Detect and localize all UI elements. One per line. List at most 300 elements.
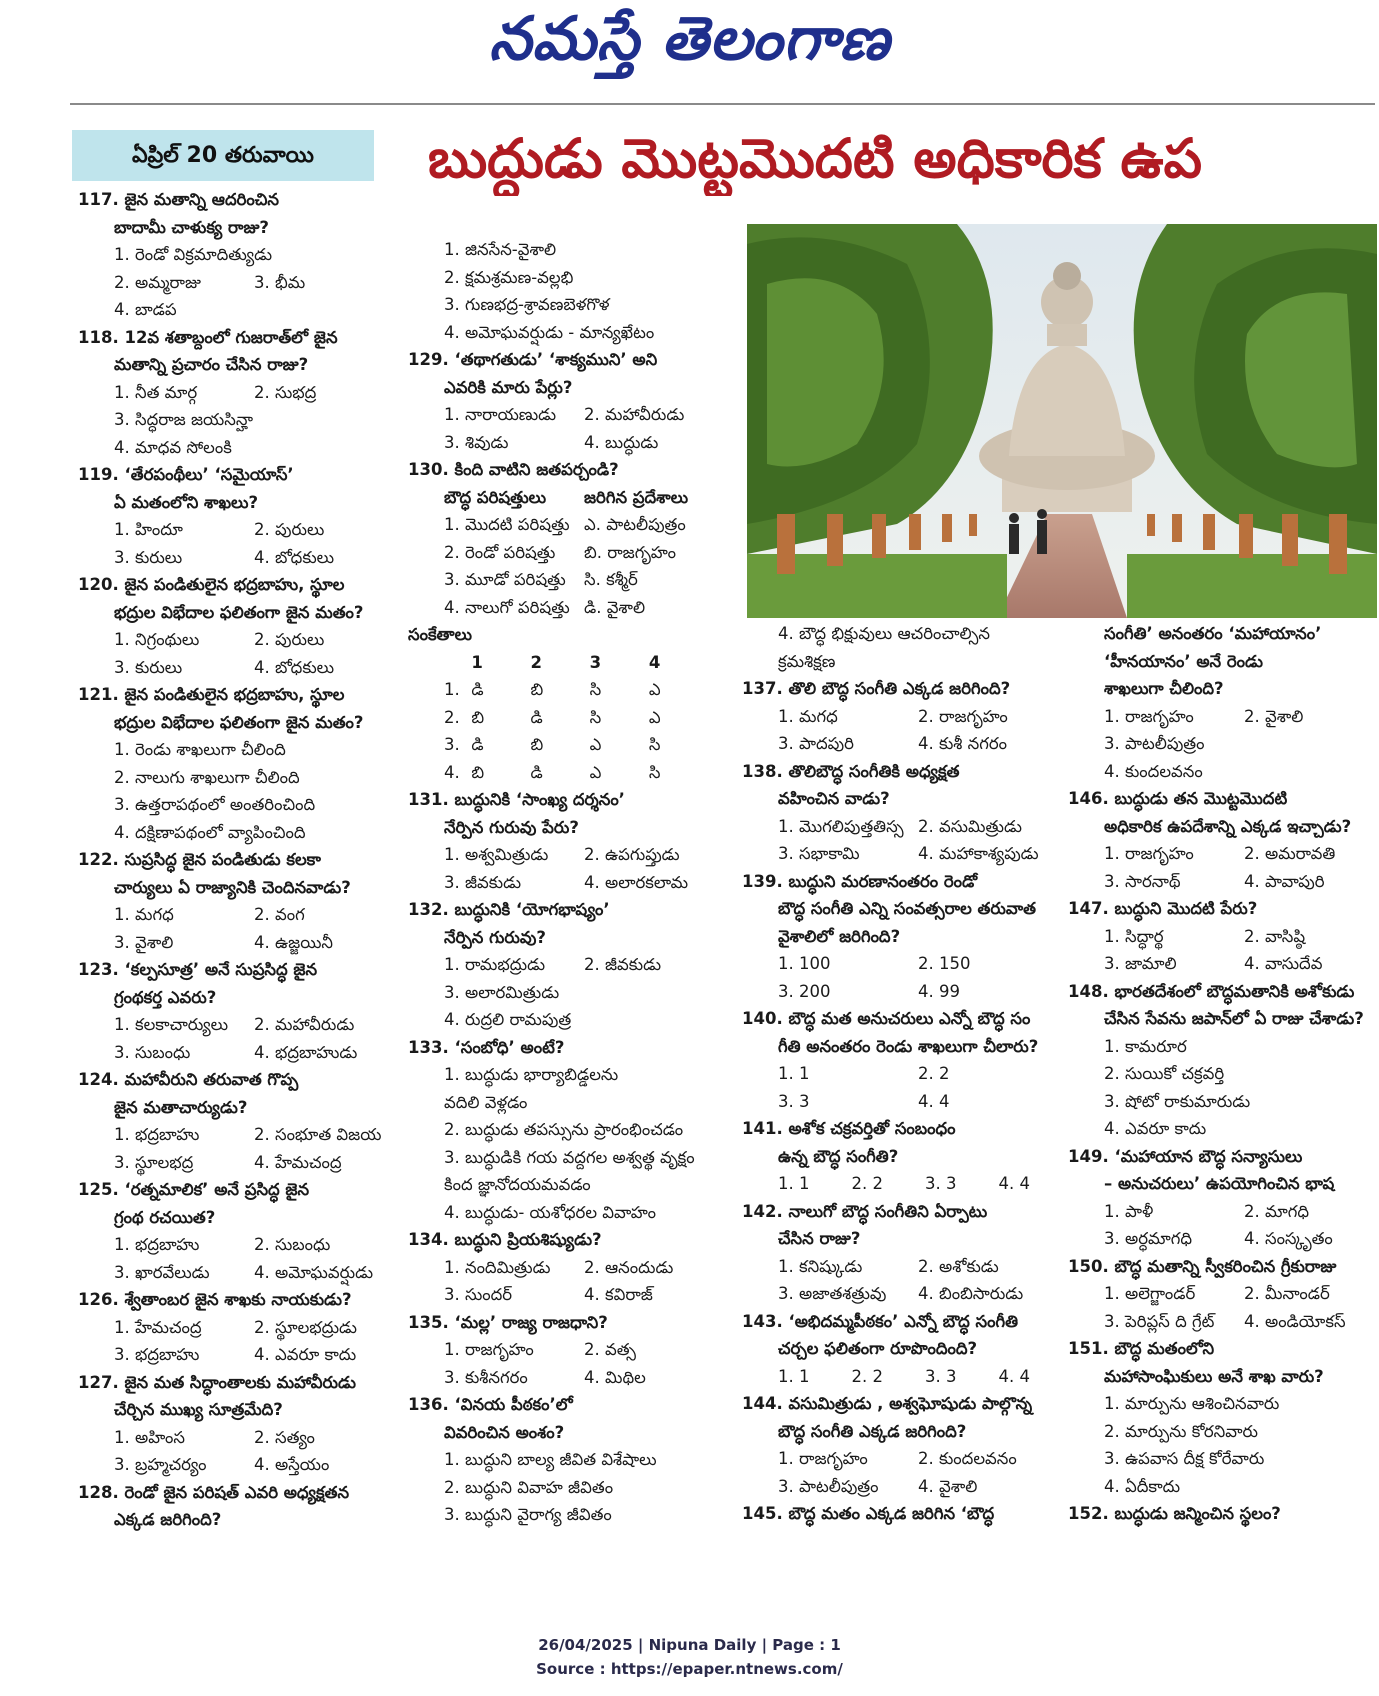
answer-option: 2. 150 [918, 954, 971, 973]
question [408, 456, 708, 484]
codes-cell: ఎ [589, 735, 602, 754]
question [78, 1286, 418, 1314]
answer-option-row [78, 379, 418, 407]
question [78, 1066, 418, 1094]
answer-option: 3. భద్రబాహు [114, 1345, 200, 1364]
question-number: 126. [78, 1290, 125, 1309]
answer-option-row [78, 1149, 418, 1177]
answer-option: 2. ఉపగుప్తుడు [584, 845, 680, 864]
question-text-cont: నేర్పిన గురువు పేరు? [444, 817, 579, 837]
answer-option: 3. సుబంధు [114, 1042, 191, 1062]
answer-option: 4. పావాపురి [1244, 871, 1325, 891]
question [408, 1391, 708, 1419]
question-text: జైన పండితులైన భద్రబాహు, స్థూల [124, 575, 345, 594]
answer-option-row [1068, 950, 1379, 978]
answer-option: 1. రాజగృహం [1104, 706, 1194, 726]
question-text: మహావీరుని తరువాత గొప్ప [124, 1070, 299, 1089]
answer-option: 3. శివుడు [444, 432, 509, 452]
answer-option-row [1068, 703, 1379, 731]
question-number: 139. [742, 871, 789, 891]
question [742, 1115, 1072, 1143]
question-text: జైన మతాన్ని ఆదరించిన [124, 190, 279, 209]
answer-option-row [408, 1336, 708, 1364]
question-text: బౌద్ధ మతాన్ని స్వీకరించిన గ్రీకురాజు [1114, 1256, 1337, 1276]
question-text-cont: ఉన్న బౌద్ధ సంగీతి? [778, 1146, 899, 1166]
answer-option: 4. 4 [998, 1366, 1030, 1386]
question-text-cont: శాఖలుగా చీలింది? [1104, 679, 1224, 698]
codes-header [408, 649, 708, 677]
question-number: 122. [78, 850, 125, 869]
question-number: 148. [1068, 981, 1115, 1001]
answer-option: 2. 2 [851, 1174, 883, 1193]
answer-option-row [78, 1231, 418, 1259]
answer-option: 4. 99 [918, 981, 960, 1001]
answer-option-row [78, 516, 418, 544]
answer-option: 4. 4 [918, 1091, 950, 1111]
answer-option-row [742, 1060, 1072, 1088]
match-cell: సి. కశ్మీర్ [584, 570, 638, 589]
answer-option-row [408, 869, 708, 897]
answer-option: 3. కురులు [114, 547, 183, 567]
question-number: 120. [78, 575, 125, 594]
answer-option: 2. మీనాండర్ [1244, 1284, 1330, 1303]
answer-option: 4. అలారకలామ [584, 872, 689, 892]
codes-cell: బి [471, 707, 485, 727]
answer-option: 2. కుందలవనం [918, 1449, 1017, 1468]
answer-option-row [408, 1254, 708, 1282]
codes-cell: 3. [444, 735, 460, 754]
answer-option: 2. బుద్ధుని వివాహ జీవితం [444, 1477, 614, 1497]
codes-cell: 2. [444, 707, 460, 727]
codes-row [408, 676, 708, 704]
answer-option: 2. మహావీరుడు [584, 405, 685, 424]
question-text: 12వ శతాబ్దంలో గుజరాత్‌లో జైన [124, 327, 338, 347]
match-cell: 2. రెండో పరిషత్తు [444, 542, 556, 562]
question [1068, 1500, 1379, 1528]
headline: బుద్ధుడు మొట్టమొదటి అధికారిక ఉప [428, 127, 1203, 190]
codes-cell: బి [530, 680, 544, 699]
answer-option: 2. సత్యం [254, 1427, 315, 1447]
answer-option: 1. నిగ్రంథులు [114, 630, 200, 649]
answer-option: 4. వాసుదేవ [1244, 954, 1323, 973]
answer-option-row [1068, 840, 1379, 868]
answer-option: 2. వైశాలి [1244, 706, 1304, 726]
answer-option: 4. బౌద్ధ భిక్షువులు ఆచరించాల్సిన [778, 624, 990, 643]
question-number: 123. [78, 960, 125, 979]
answer-option: 3. బుద్ధుని వైరాగ్య జీవితం [444, 1505, 612, 1524]
question-text: బౌద్ధ మత అనుచరులు ఎన్నో బౌద్ధ సం [788, 1009, 1031, 1028]
answer-option: 4. బుద్ధుడు [584, 432, 659, 452]
answer-option: 1. 1 [778, 1064, 810, 1083]
codes-label: సంకేతాలు [408, 625, 473, 644]
answer-option: 3. కుశీనగరం [444, 1367, 528, 1387]
question [408, 1309, 708, 1337]
answer-option: 4. మహాకాశ్యపుడు [918, 844, 1039, 863]
answer-option: క్రమశిక్షణ [778, 651, 836, 671]
codes-cell: బి [530, 735, 544, 754]
answer-option: 4. బోధకులు [254, 657, 335, 677]
match-header [408, 484, 708, 512]
answer-option: 1. కలకాచార్యులు [114, 1015, 229, 1034]
answer-option-row [78, 544, 418, 572]
answer-option-row [78, 1341, 418, 1369]
column-1 [78, 186, 418, 1534]
answer-option: 3. ఉత్తరాపథంలో అంతరించింది [114, 795, 316, 814]
question-number: 136. [408, 1395, 455, 1414]
answer-option: 2. ఆనందుడు [584, 1257, 674, 1277]
answer-option: 1. మగధ [114, 905, 174, 924]
match-column-heading: బౌద్ధ పరిషత్తులు [444, 487, 547, 507]
answer-option: 4. అమోఘవర్షుడు [254, 1262, 374, 1282]
match-cell: 3. మూడో పరిషత్తు [444, 570, 566, 589]
answer-option: 2. మార్పును కోరనివారు [1104, 1421, 1258, 1441]
answer-option: 4. సంస్కృతం [1244, 1229, 1333, 1248]
answer-option: 3. 3 [925, 1174, 957, 1193]
question-text-cont: గ్రంథకర్త ఎవరు? [114, 987, 217, 1007]
answer-option: 3. పాటలీపుత్రం [778, 1476, 879, 1496]
question-text-cont: నేర్పిన గురువు? [444, 927, 546, 947]
question [408, 346, 708, 374]
question-text: ‘సంబోధి’ అంటే? [454, 1037, 565, 1057]
answer-option: 3. గుణభద్ర-శ్రావణబెళగొళ [444, 295, 610, 314]
question [742, 1500, 1072, 1528]
question-text: బుద్ధుని మొదటి పేరు? [1114, 899, 1258, 918]
question-number: 129. [408, 350, 455, 369]
question [742, 758, 1072, 786]
question-text-cont: ఎవరికి మారు పేర్లు? [444, 377, 573, 397]
question [742, 868, 1072, 896]
answer-option: 4. హేమచంద్ర [254, 1152, 342, 1172]
answer-option: 3. సుందర్ [444, 1285, 513, 1304]
answer-option: 2. మాగధి [1244, 1201, 1310, 1221]
answer-option: కింద జ్ఞానోదయమవడం [444, 1175, 591, 1194]
question [78, 186, 418, 214]
answer-option: 1. భద్రబాహు [114, 1125, 200, 1144]
answer-option: 4. బింబిసారుడు [918, 1284, 1024, 1303]
answer-option-row [408, 841, 708, 869]
footer-line-1: 26/04/2025 | Nipuna Daily | Page : 1 [538, 1636, 841, 1654]
answer-option: 3. 200 [778, 981, 831, 1001]
answer-option: 3. పెరిప్లస్ ది గ్రేట్ [1104, 1311, 1215, 1331]
question-text: బుద్ధుడు తన మొట్టమొదటి [1114, 789, 1288, 808]
answer-option: 2. అశోకుడు [918, 1256, 999, 1276]
match-row [408, 539, 708, 567]
answer-option-row [408, 1281, 708, 1309]
question-text-cont: గీతి అనంతరం రెండు శాఖలుగా చీలారు? [778, 1036, 1039, 1056]
answer-option: 1. రాజగృహం [1104, 844, 1194, 863]
question [78, 1369, 418, 1397]
answer-option: వదిలి వెళ్లడం [444, 1092, 528, 1112]
answer-option: 1. సిద్ధార్థ [1104, 926, 1164, 946]
answer-option: 1. పాళీ [1104, 1201, 1154, 1221]
answer-option: 1. మార్పును ఆశించినవారు [1104, 1394, 1280, 1413]
answer-option: 3. 3 [925, 1366, 957, 1386]
codes-cell: బి [471, 762, 485, 782]
answer-option: 3. సభాకామి [778, 844, 860, 863]
question [78, 956, 418, 984]
match-cell: 4. నాలుగో పరిషత్తు [444, 597, 570, 617]
answer-option: 1. హిందూ [114, 520, 183, 539]
answer-option: 3. జీవకుడు [444, 872, 522, 892]
question-number: 143. [742, 1311, 789, 1331]
answer-option-row [742, 1170, 1072, 1198]
answer-option: 3. కురులు [114, 657, 183, 677]
answer-option-row [742, 1445, 1072, 1473]
answer-option: 3. ఉపవాస దీక్ష కోరేవారు [1104, 1449, 1265, 1468]
question-text: జైన మత సిద్ధాంతాలకు మహావీరుడు [124, 1372, 356, 1392]
answer-option: 4. ఏదీకాదు [1104, 1476, 1181, 1496]
question-number: 151. [1068, 1339, 1115, 1358]
answer-option: 2. నాలుగు శాఖలుగా చీలింది [114, 767, 300, 787]
answer-option: 2. అమరావతి [1244, 844, 1336, 863]
question [408, 1226, 708, 1254]
answer-option: 2. పురులు [254, 520, 325, 539]
codes-heading: 2 [530, 652, 542, 672]
match-row [408, 511, 708, 539]
answer-option: 1. మగధ [778, 706, 838, 726]
question [1068, 978, 1379, 1006]
answer-option: 4. రుద్రలి రామపుత్ర [444, 1010, 572, 1029]
question-text: జైన పండితులైన భద్రబాహు, స్థూల [124, 685, 345, 704]
match-cell: బి. రాజగృహం [584, 542, 677, 562]
answer-option-row [742, 1473, 1072, 1501]
answer-option: 2. స్థూలభద్రుడు [254, 1317, 357, 1337]
answer-option: 1. నారాయణుడు [444, 405, 557, 424]
answer-option-row [78, 626, 418, 654]
question-text-cont: ఎక్కడ జరిగింది? [114, 1510, 222, 1529]
match-row [408, 594, 708, 622]
answer-option-row [78, 1451, 418, 1479]
answer-option: 1. రాజగృహం [444, 1340, 534, 1359]
question-number: 152. [1068, 1504, 1115, 1523]
answer-option-row [742, 1280, 1072, 1308]
match-column-heading: జరిగిన ప్రదేశాలు [584, 487, 689, 507]
answer-option: 4. కుశీ నగరం [918, 734, 1007, 753]
answer-option: 1. 100 [778, 954, 831, 973]
question [742, 675, 1072, 703]
question-text-cont: గ్రంథ రచయిత? [114, 1207, 216, 1227]
codes-heading: 4 [648, 652, 661, 672]
answer-option-row [78, 1424, 418, 1452]
answer-option: 3. షోటో రాకుమారుడు [1104, 1091, 1251, 1111]
answer-option: 3. బుద్ధుడికి గయ వద్దగల అశ్వత్థ వృక్షం [444, 1147, 695, 1167]
answer-option: 2. మహావీరుడు [254, 1015, 355, 1034]
answer-option: 1. రామభద్రుడు [444, 955, 546, 974]
codes-cell: డి [471, 680, 484, 699]
question-text: సుప్రసిద్ధ జైన పండితుడు కలకా [124, 850, 321, 869]
question-text-cont: వహించిన వాడు? [778, 789, 890, 808]
answer-option: 1. రెండు శాఖలుగా చీలింది [114, 740, 286, 759]
question-text: బుద్ధునికి ‘యోగభాష్యం’ [454, 900, 610, 919]
question-number: 141. [742, 1119, 789, 1138]
buddha-statue-photo [747, 224, 1377, 618]
column-3 [742, 620, 1072, 1528]
answer-option-row [1068, 868, 1379, 896]
question-text-cont: చర్చల ఫలితంగా రూపొందింది? [778, 1339, 978, 1358]
answer-option-row [1068, 1308, 1379, 1336]
answer-option: 4. భద్రబాహుడు [254, 1042, 358, 1062]
question-text: వసుమిత్రుడు , అశ్వఘోషుడు పాల్గొన్న [788, 1394, 1033, 1413]
masthead-rule [70, 103, 1375, 105]
codes-cell: 4. [444, 762, 460, 782]
question-text: రెండో జైన పరిషత్ ఎవరి అధ్యక్షతన [124, 1482, 350, 1502]
codes-cell: ఎ [589, 762, 602, 782]
answer-option-row [78, 901, 418, 929]
answer-option: 2. జీవకుడు [584, 955, 662, 974]
question-text-cont: మహాసాంఘికులు అనే శాఖ వారు? [1104, 1366, 1324, 1386]
question-text: శ్వేతాంబర జైన శాఖకు నాయకుడు? [124, 1290, 352, 1309]
answer-option: 3. భీమ [254, 272, 306, 292]
codes-row [408, 759, 708, 787]
answer-option-row [408, 429, 708, 457]
answer-option: 1. అశ్వమిత్రుడు [444, 845, 549, 864]
buddha-photo-illustration [747, 224, 1377, 618]
question [742, 1308, 1072, 1336]
question [408, 786, 708, 814]
answer-option: 1. 1 [778, 1174, 810, 1193]
masthead: నమస్తే తెలంగాణ [488, 4, 891, 74]
question-text: అశోక చక్రవర్తితో సంబంధం [788, 1119, 956, 1138]
answer-option-row [742, 1253, 1072, 1281]
answer-option: 3. జామాలి [1104, 954, 1177, 973]
answer-option: 4. దక్షిణాపథంలో వ్యాపించింది [114, 822, 306, 842]
answer-option-row [742, 978, 1072, 1006]
answer-option-row [742, 1088, 1072, 1116]
answer-option: 1. బుద్ధుడు భార్యాబిడ్డలను [444, 1065, 619, 1084]
answer-option-row [78, 1011, 418, 1039]
question [78, 846, 418, 874]
question-text: తొలిబౌద్ధ సంగీతికి అధ్యక్షత [788, 761, 960, 781]
answer-option-row [408, 951, 708, 979]
answer-option: 2. రాజగృహం [918, 706, 1008, 726]
answer-option: 4. మిథిల [584, 1367, 646, 1387]
question-number: 124. [78, 1070, 125, 1089]
answer-option: 2. 2 [851, 1366, 883, 1386]
answer-option: 1. రెండో విక్రమాదిత్యుడు [114, 245, 273, 264]
answer-option: 2. 2 [918, 1064, 950, 1083]
question-text-cont: చేసిన సేవను జపాన్‌లో ఏ రాజు చేశాడు? [1104, 1009, 1364, 1028]
answer-option-row [408, 401, 708, 429]
question-text-cont: చేసిన రాజు? [778, 1229, 861, 1248]
codes-cell: 1. [444, 680, 460, 699]
question [1068, 1253, 1379, 1281]
footer-line-2: Source : https://epaper.ntnews.com/ [536, 1660, 843, 1678]
answer-option-row [408, 1364, 708, 1392]
question [742, 1198, 1072, 1226]
question-text-cont: వైశాలిలో జరిగింది? [778, 926, 901, 946]
answer-option: 3. బ్రహ్మచర్యం [114, 1455, 207, 1474]
question-text: బుద్ధుడు జన్మించిన స్థలం? [1114, 1504, 1281, 1523]
question-text: బౌద్ధ మతంలోని [1114, 1339, 1215, 1358]
question-number: 138. [742, 761, 789, 781]
question-number: 127. [78, 1372, 125, 1392]
codes-cell: డి [530, 707, 543, 727]
question-text: ‘తేరపంథీలు’ ‘సమైయాస్’ [124, 465, 294, 484]
question-text-cont: భద్రుల విభేదాల ఫలితంగా జైన మతం? [114, 602, 364, 622]
answer-option: 3. సారనాథ్ [1104, 871, 1181, 891]
answer-option-row [78, 1314, 418, 1342]
answer-option: 1. బుద్ధుని బాల్య జీవిత విశేషాలు [444, 1450, 657, 1469]
answer-option: 2. క్షమశ్రమణ-వల్లభి [444, 267, 574, 287]
column-4 [1068, 620, 1379, 1528]
question-number: 130. [408, 460, 455, 479]
codes-cell: సి [648, 762, 661, 782]
question-number: 140. [742, 1009, 789, 1028]
codes-cell: సి [589, 680, 602, 699]
question [78, 324, 418, 352]
answer-option: 1. మొగలిపుత్తతిస్స [778, 816, 904, 836]
codes-heading: 1 [471, 652, 483, 672]
answer-option: 3. పాదపురి [778, 734, 854, 753]
answer-option-row [742, 950, 1072, 978]
answer-option: 3. సిద్ధరాజ జయసిన్హా [114, 410, 253, 429]
answer-option: 3. పాటలీపుత్రం [1104, 734, 1205, 753]
answer-option-row [78, 269, 418, 297]
answer-option-row [1068, 1198, 1379, 1226]
question [78, 461, 418, 489]
question [742, 1005, 1072, 1033]
answer-option: 4. బాడప [114, 300, 177, 319]
answer-option: 2. సంభూత విజయ [254, 1125, 382, 1144]
answer-option: 3. అలారమిత్రుడు [444, 982, 560, 1002]
question-number: 128. [78, 1482, 125, 1502]
match-cell: ఎ. పాటలీపుత్రం [584, 515, 686, 534]
answer-option: 1. అలెగ్జాండర్ [1104, 1284, 1196, 1303]
question-text-cont: బాదామీ చాళుక్య రాజు? [114, 217, 269, 237]
question-text-cont: ‘హీనయానం’ అనే రెండు [1104, 651, 1263, 671]
answer-option-row [742, 1363, 1072, 1391]
question-number: 142. [742, 1201, 789, 1221]
answer-option: 4. అమోఘవర్షుడు - మాన్యఖేటం [444, 322, 655, 342]
question-text-cont: బౌద్ధ సంగీతి ఎన్ని సంవత్సరాల తరువాత [778, 899, 1036, 918]
answer-option: 4. మాధవ సోలంకి [114, 437, 232, 457]
question-number: 121. [78, 685, 125, 704]
question-number: 131. [408, 790, 455, 809]
question [1068, 1335, 1379, 1363]
question-text-cont: భద్రుల విభేదాల ఫలితంగా జైన మతం? [114, 712, 364, 732]
match-row [408, 566, 708, 594]
answer-option: 1. నీత మార్గ [114, 382, 198, 402]
question-text: ‘మహాయాన బౌద్ధ సన్యాసులు [1114, 1146, 1303, 1166]
question-number: 137. [742, 679, 789, 698]
answer-option: 1. భద్రబాహు [114, 1235, 200, 1254]
question-text-cont: మతాన్ని ప్రచారం చేసిన రాజు? [114, 355, 309, 374]
question-text: ‘వినయ పీఠకం’లో [454, 1395, 573, 1414]
answer-option: 1. జినసేన-వైశాలి [444, 240, 557, 259]
answer-option-row [742, 813, 1072, 841]
question [742, 1390, 1072, 1418]
answer-option: 1. అహింస [114, 1427, 185, 1447]
answer-option-row [742, 730, 1072, 758]
codes-cell: డి [530, 762, 543, 782]
question-text-cont: చార్యులు ఏ రాజ్యానికి చెందినవాడు? [114, 877, 351, 897]
question-text-cont: – అనుచరులు’ ఉపయోగించిన భాష [1104, 1174, 1335, 1193]
answer-option: 3. అజాతశత్రువు [778, 1284, 887, 1303]
question-text: బుద్ధుని మరణానంతరం రెండో [788, 871, 978, 891]
question-number: 118. [78, 327, 125, 347]
codes-cell: ఎ [648, 680, 661, 699]
question-text: బుద్ధుని ప్రియశిష్యుడు? [454, 1230, 602, 1249]
answer-option: 4. ఎవరూ కాదు [254, 1345, 357, 1364]
answer-option: 2. వత్స [584, 1340, 636, 1359]
codes-cell: ఎ [648, 707, 661, 727]
question [1068, 895, 1379, 923]
codes-row [408, 731, 708, 759]
answer-option: 3. స్థూలభద్ర [114, 1152, 194, 1172]
question-text: ‘మల్ల’ రాజ్య రాజధాని? [454, 1312, 608, 1332]
question-text-cont: బౌద్ధ సంగీతి ఎక్కడ జరిగింది? [778, 1421, 967, 1441]
question-number: 133. [408, 1037, 455, 1057]
